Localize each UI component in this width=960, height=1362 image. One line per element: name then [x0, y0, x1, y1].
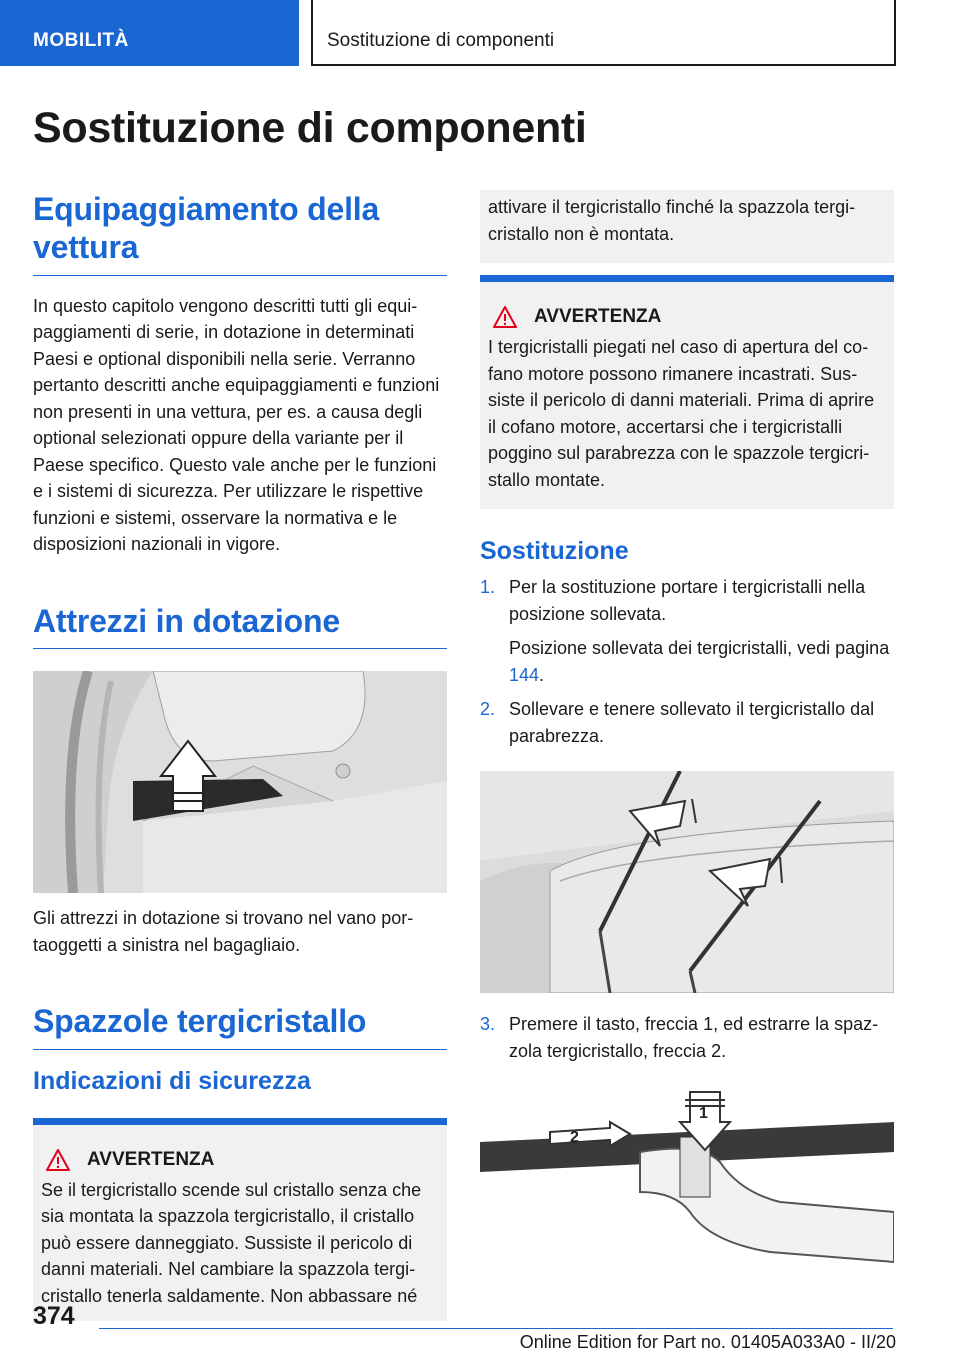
tools-heading: Attrezzi in dotazione	[33, 602, 340, 639]
step-2-number: 2.	[480, 699, 496, 719]
warning-triangle-icon	[45, 1148, 71, 1172]
warning-box-2	[480, 275, 894, 509]
step-3	[480, 1011, 894, 1064]
step-1-text: Per la sostituzione portare i tergicristalli nella posizione sollevata. Posizione sollevata dei tergicristalli, vedi pagina 144.	[509, 574, 894, 688]
replacement-steps	[480, 574, 894, 749]
equipment-rule	[33, 275, 447, 276]
equipment-body: In questo capitolo vengono descritti tutti gli equipaggiamenti di serie, in dotazione in determinati Paesi e optional disponibili nella serie. Verranno pertanto descritti anche equipaggiamenti e funzioni non presenti in una vettura, per es. a causa degli optional selezionati oppure della variante per il Paese specifico. Questo vale anche per le funzioni e i sistemi di sicurezza. Per utilizzare le rispettive funzioni e sistemi, osservare la normativa e le disposizioni nazionali in vigore.	[33, 295, 440, 555]
footer-rule	[99, 1328, 893, 1329]
step-1-note: Posizione sollevata dei tergicristalli, vedi pagina 144.	[509, 638, 890, 685]
warning-2-label: AVVERTENZA	[534, 306, 662, 327]
arrow-1-callout: 1	[699, 1105, 708, 1122]
equipment-heading: Equipaggiamento della vettura	[33, 191, 380, 266]
warning-2-text: I tergicristalli piegati nel caso di apertura del cofano motore possono rimanere incastrati. Sussiste il pericolo di danni materiali. Prima di aprire il cofano motore, accertarsi che i tergicristalli poggino sul parabrezza con le spazzole tergicristallo montate.	[488, 337, 875, 490]
warning-triangle-icon	[492, 305, 518, 329]
wiper-blade-release-figure	[480, 1082, 894, 1282]
warning-box-1-continued	[480, 190, 894, 263]
warning-box-1	[33, 1118, 447, 1322]
arrow-2-callout: 2	[570, 1129, 579, 1146]
header-chapter-title: Sostituzione di componenti	[311, 0, 896, 66]
trunk-compartment-figure	[33, 671, 447, 893]
step-3-text: Premere il tasto, freccia 1, ed estrarre la spazzola tergicristallo, freccia 2.	[509, 1014, 879, 1061]
warning-2-header	[488, 282, 886, 334]
page-title: Sostituzione di componenti	[33, 104, 587, 152]
right-column	[480, 190, 894, 1282]
warning-1-header	[41, 1125, 439, 1177]
safety-heading: Indicazioni di sicurezza	[33, 1066, 311, 1095]
step-2-text: Sollevare e tenere sollevato il tergicristallo dal parabrezza.	[509, 699, 875, 746]
windshield-wipers-figure	[480, 771, 894, 993]
page-number: 374	[33, 1302, 75, 1330]
wipers-rule	[33, 1049, 447, 1050]
step-2	[480, 696, 894, 749]
replacement-steps-continued	[480, 1011, 894, 1064]
step-1-number: 1.	[480, 577, 496, 597]
warning-1-continuation: attivare il tergicristallo finché la spazzola tergicristallo non è montata.	[488, 197, 856, 244]
step-3-number: 3.	[480, 1014, 496, 1034]
tools-rule	[33, 648, 447, 649]
warning-1-text: Se il tergicristallo scende sul cristallo senza che sia montata la spazzola tergicristallo, il cristallo può essere danneggiato. Sussiste il pericolo di danni materiali. Nel cambiare la spazzola tergicristallo tenerla saldamente. Non abbassare né	[41, 1179, 422, 1306]
tools-caption: Gli attrezzi in dotazione si trovano nel vano portaoggetti a sinistra nel bagagliaio.	[33, 908, 414, 955]
header-section-tab: MOBILITÀ	[0, 0, 299, 66]
warning-1-label: AVVERTENZA	[87, 1148, 215, 1170]
page-link-144[interactable]: 144	[509, 664, 540, 685]
footer-edition: Online Edition for Part no. 01405A033A0 - II/20	[519, 1332, 896, 1352]
wipers-heading: Spazzole tergicristallo	[33, 1003, 367, 1040]
left-column	[33, 190, 447, 1321]
step-1	[480, 574, 894, 688]
replacement-heading: Sostituzione	[480, 537, 629, 565]
